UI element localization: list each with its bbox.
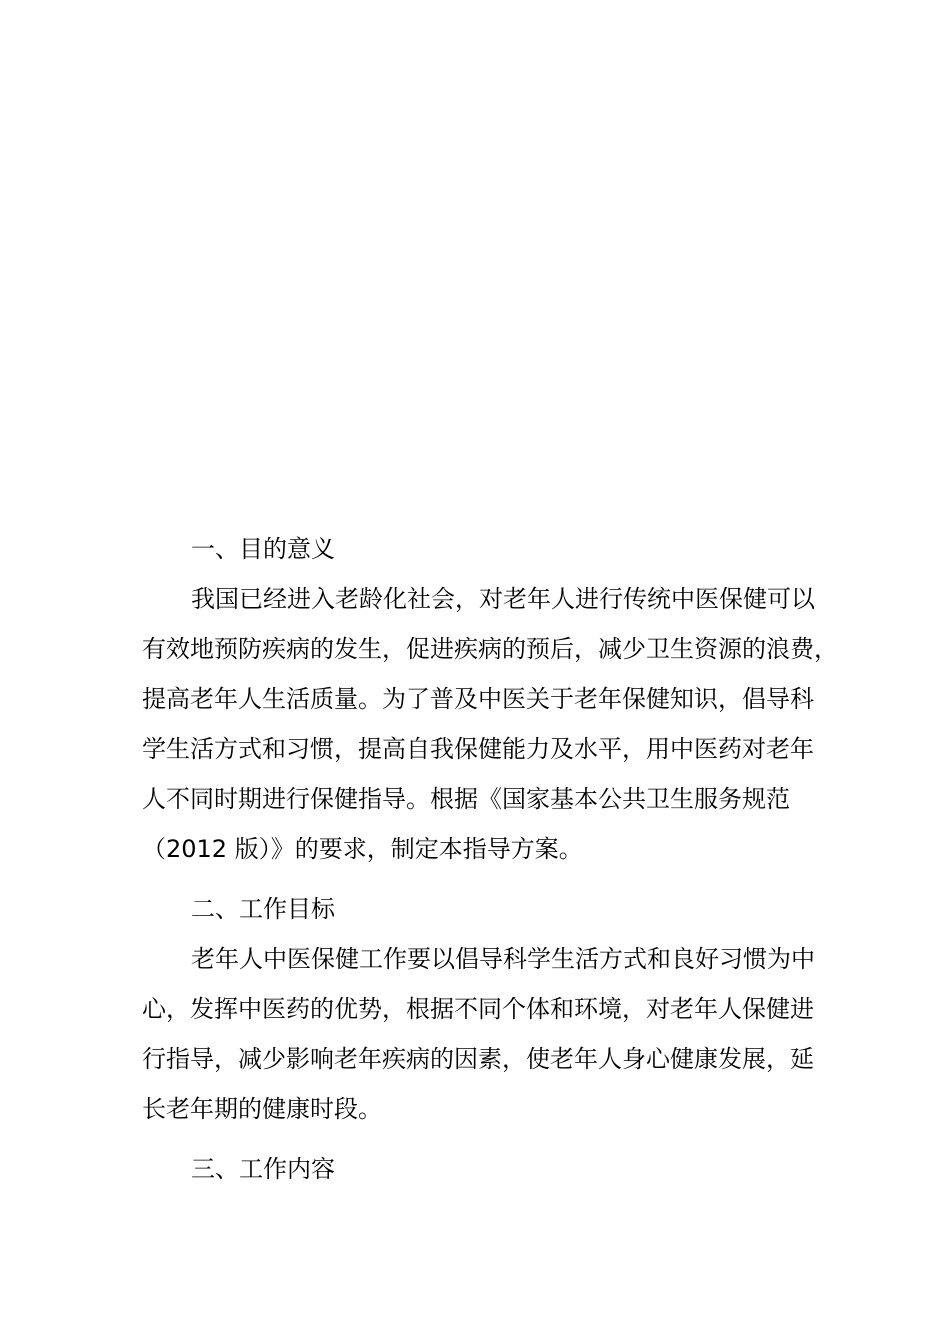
paragraph-line: 人不同时期进行保健指导。根据《国家基本公共卫生服务规范 [142, 785, 790, 813]
section-gap [142, 874, 842, 884]
paragraph-line: （2012 版）》的要求，制定本指导方案。 [142, 835, 583, 863]
section-heading-content: 三、工作内容 [191, 1155, 335, 1183]
paragraph-line: 学生活方式和习惯，提高自我保健能力及水平，用中医药对老年 [142, 735, 814, 763]
section-paragraph-purpose [142, 574, 842, 874]
paragraph-line: 行指导，减少影响老年疾病的因素，使老年人身心健康发展，延 [142, 1045, 814, 1073]
paragraph-line: 我国已经进入老龄化社会，对老年人进行传统中医保健可以 [191, 585, 815, 613]
paragraph-line: 心，发挥中医药的优势，根据不同个体和环境，对老年人保健进 [142, 995, 814, 1023]
paragraph-line: 老年人中医保健工作要以倡导科学生活方式和良好习惯为中 [191, 945, 815, 973]
section-heading-goals: 二、工作目标 [191, 895, 335, 923]
section-paragraph-goals [142, 934, 842, 1134]
section-heading-purpose: 一、目的意义 [191, 535, 335, 563]
paragraph-line: 有效地预防疾病的发生，促进疾病的预后，减少卫生资源的浪费， [142, 635, 838, 663]
paragraph-line: 提高老年人生活质量。为了普及中医关于老年保健知识，倡导科 [142, 685, 814, 713]
section-gap [142, 1134, 842, 1144]
document-body [142, 524, 842, 1194]
paragraph-line: 长老年期的健康时段。 [142, 1095, 382, 1123]
